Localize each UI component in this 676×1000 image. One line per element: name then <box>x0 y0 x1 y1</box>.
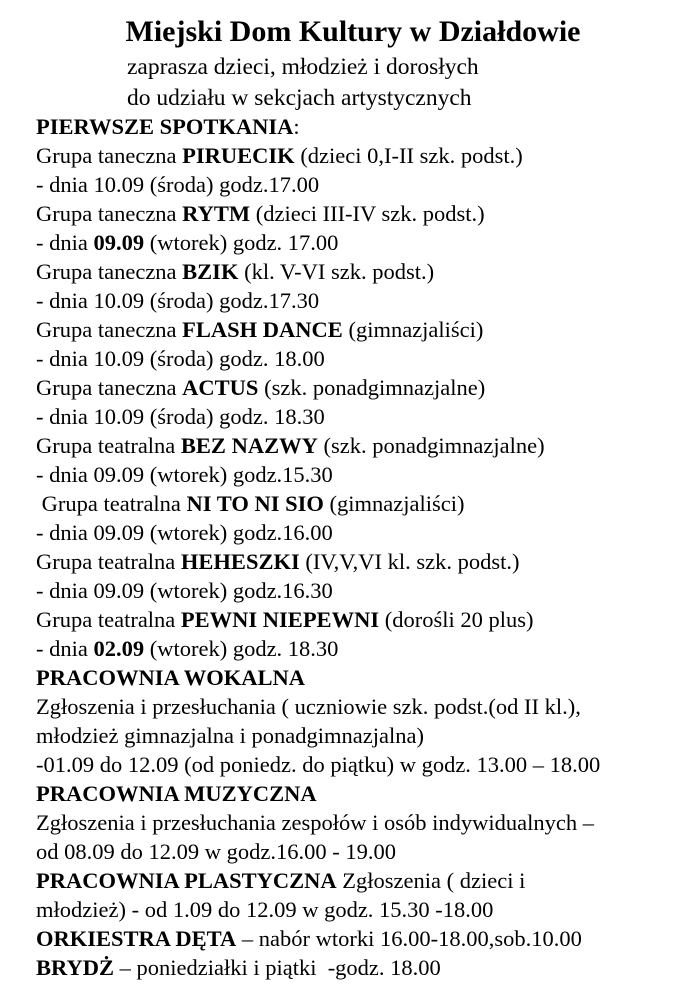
schedule-line <box>36 460 676 489</box>
schedule-line <box>36 721 676 750</box>
line-text: Grupa teatralna <box>36 607 181 632</box>
line-text: (gimnazjaliści) <box>342 317 484 342</box>
schedule-line <box>36 895 676 924</box>
line-text: młodzież gimnazjalna i ponadgimnazjalna) <box>36 723 424 748</box>
line-text: młodzież) - od 1.09 do 12.09 w godz. 15.30 -18.00 <box>36 897 494 922</box>
schedule-line <box>36 924 676 953</box>
line-text: - dnia 09.09 (wtorek) godz.16.30 <box>36 578 333 603</box>
schedule-line <box>36 953 676 982</box>
schedule-line <box>36 373 676 402</box>
schedule-line <box>36 315 676 344</box>
line-text: Zgłoszenia ( dzieci i <box>336 868 526 893</box>
schedule-line <box>36 489 676 518</box>
line-text: (szk. ponadgimnazjalne) <box>317 433 545 458</box>
schedule-line <box>36 112 676 141</box>
line-text: - dnia 10.09 (środa) godz.17.30 <box>36 288 320 313</box>
schedule-line <box>36 344 676 373</box>
emphasis-text: 09.09 <box>93 230 145 255</box>
schedule-line <box>36 750 676 779</box>
line-text: - dnia 10.09 (środa) godz. 18.30 <box>36 404 325 429</box>
line-text: (gimnazjaliści) <box>323 491 465 516</box>
emphasis-text: RYTM <box>182 201 251 226</box>
schedule-line <box>36 663 676 692</box>
line-text: (IV,V,VI kl. szk. podst.) <box>299 549 520 574</box>
line-text: - dnia <box>36 230 94 255</box>
schedule-line <box>36 402 676 431</box>
schedule-line <box>36 228 676 257</box>
emphasis-text: 02.09 <box>93 636 145 661</box>
emphasis-text: PIRUECIK <box>182 143 295 168</box>
schedule-line <box>36 837 676 866</box>
emphasis-text: ACTUS <box>182 375 259 400</box>
schedule-line <box>36 692 676 721</box>
line-text: (szk. ponadgimnazjalne) <box>258 375 486 400</box>
emphasis-text: ORKIESTRA DĘTA <box>36 926 237 951</box>
line-text: - dnia 10.09 (środa) godz.17.00 <box>36 172 320 197</box>
line-text: Zgłoszenia i przesłuchania zespołów i osób indywidualnych – <box>36 810 594 835</box>
emphasis-text: NI TO NI SIO <box>186 491 324 516</box>
emphasis-text: BRYDŻ <box>36 955 114 980</box>
schedule-line <box>36 431 676 460</box>
line-text: - dnia 09.09 (wtorek) godz.16.00 <box>36 520 333 545</box>
line-text: Grupa teatralna <box>36 433 181 458</box>
line-text: -01.09 do 12.09 (od poniedz. do piątku) w godz. 13.00 – 18.00 <box>36 752 601 777</box>
line-text: - dnia 10.09 (środa) godz. 18.00 <box>36 346 325 371</box>
schedule-line <box>36 547 676 576</box>
emphasis-text: BZIK <box>182 259 239 284</box>
schedule-line <box>36 634 676 663</box>
schedule-list <box>36 112 676 982</box>
line-text: Grupa taneczna <box>36 375 183 400</box>
line-text: Grupa taneczna <box>36 201 183 226</box>
line-text: : <box>293 114 300 139</box>
line-text: od 08.09 do 12.09 w godz.16.00 - 19.00 <box>36 839 396 864</box>
line-text: (dzieci 0,I-II szk. podst.) <box>294 143 523 168</box>
schedule-line <box>36 576 676 605</box>
poster-subtitle-line-1: zaprasza dzieci, młodzież i dorosłych <box>127 54 479 80</box>
schedule-line <box>36 605 676 634</box>
line-text: – nabór wtorki 16.00-18.00,sob.10.00 <box>236 926 582 951</box>
line-text: - dnia 09.09 (wtorek) godz.15.30 <box>36 462 333 487</box>
schedule-line <box>36 779 676 808</box>
schedule-line <box>36 286 676 315</box>
line-text: – poniedziałki i piątki -godz. 18.00 <box>113 955 441 980</box>
emphasis-text: PRACOWNIA WOKALNA <box>36 665 305 690</box>
line-text: Grupa taneczna <box>36 317 183 342</box>
schedule-line <box>36 518 676 547</box>
line-text: (dzieci III-IV szk. podst.) <box>250 201 485 226</box>
line-text: Grupa teatralna <box>36 549 181 574</box>
emphasis-text: PRACOWNIA MUZYCZNA <box>36 781 317 806</box>
poster-title: Miejski Dom Kultury w Działdowie <box>125 15 581 48</box>
line-text: (wtorek) godz. 18.30 <box>144 636 339 661</box>
schedule-line <box>36 170 676 199</box>
emphasis-text: PEWNI NIEPEWNI <box>180 607 380 632</box>
schedule-line <box>36 257 676 286</box>
emphasis-text: HEHESZKI <box>180 549 300 574</box>
emphasis-text: BEZ NAZWY <box>180 433 318 458</box>
line-text: (kl. V-VI szk. podst.) <box>238 259 435 284</box>
emphasis-text: PRACOWNIA PLASTYCZNA <box>36 868 337 893</box>
line-text: Zgłoszenia i przesłuchania ( uczniowie szk. podst.(od II kl.), <box>36 694 581 719</box>
line-text: - dnia <box>36 636 94 661</box>
schedule-line <box>36 199 676 228</box>
poster-subtitle-line-2: do udziału w sekcjach artystycznych <box>127 85 472 111</box>
schedule-line <box>36 141 676 170</box>
line-text: Grupa teatralna <box>36 491 187 516</box>
line-text: Grupa taneczna <box>36 143 183 168</box>
line-text: (wtorek) godz. 17.00 <box>144 230 339 255</box>
schedule-line <box>36 866 676 895</box>
emphasis-text: FLASH DANCE <box>182 317 343 342</box>
line-text: Grupa taneczna <box>36 259 183 284</box>
line-text: (dorośli 20 plus) <box>379 607 534 632</box>
schedule-line <box>36 808 676 837</box>
emphasis-text: PIERWSZE SPOTKANIA <box>36 114 294 139</box>
